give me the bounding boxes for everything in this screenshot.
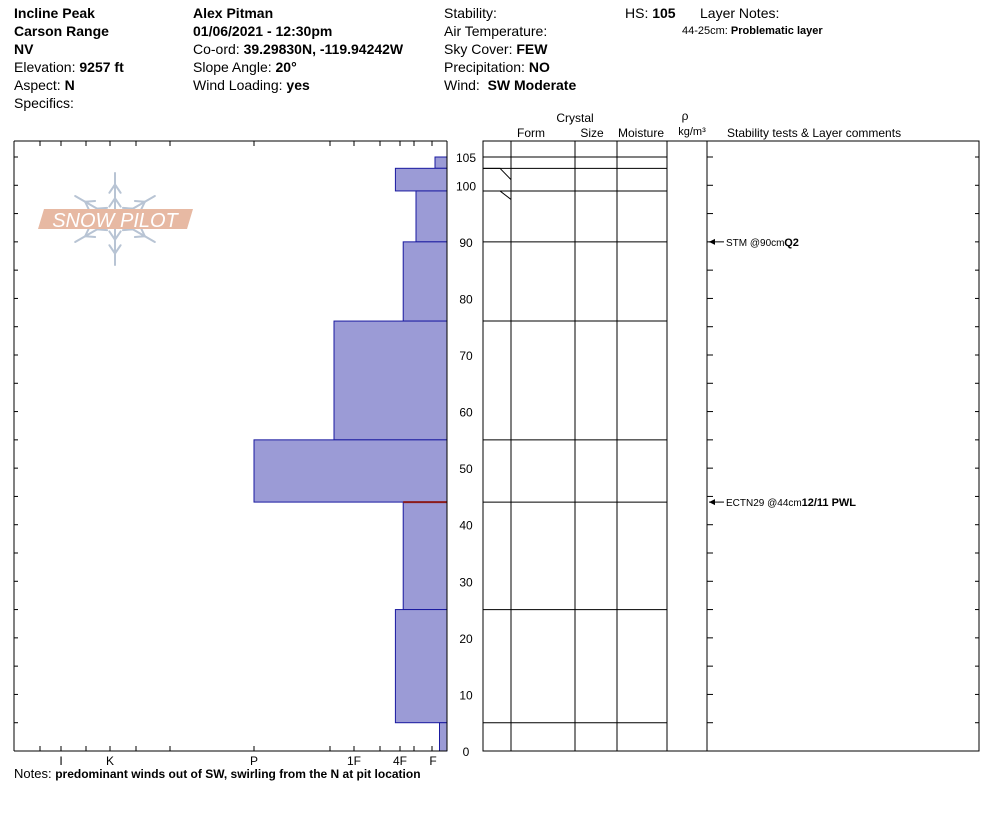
- flake-branch: [135, 236, 145, 237]
- wind-loading-value: yes: [286, 77, 310, 93]
- layer-connector: [483, 168, 511, 179]
- sky-label: Sky Cover:: [444, 41, 513, 57]
- comments-header: Stability tests & Layer comments: [727, 126, 902, 140]
- notes-label: Notes:: [14, 766, 52, 781]
- coord-label: Co-ord:: [193, 41, 240, 57]
- sky-value: FEW: [516, 41, 548, 57]
- slope-value: 20°: [275, 59, 297, 75]
- logo-text: SNOW PILOT: [52, 210, 178, 232]
- test-arrow-head: [709, 239, 715, 245]
- wind-value: SW Moderate: [487, 77, 577, 93]
- layer-bar: [254, 440, 447, 502]
- hardness-tick-label: 4F: [392, 754, 408, 768]
- layer-bar: [395, 168, 447, 191]
- wind-label: Wind:: [444, 77, 480, 93]
- elevation-value: 9257 ft: [79, 59, 124, 75]
- layer-note-text: Problematic layer: [730, 25, 823, 37]
- test-arrow-head: [709, 499, 715, 505]
- snowpilot-logo: [38, 173, 193, 265]
- slope-label: Slope Angle:: [193, 59, 272, 75]
- height-tick-label: 90: [459, 235, 473, 250]
- grid-frame: [483, 141, 979, 751]
- notes-text: predominant winds out of SW, swirling from the N at pit location: [55, 767, 421, 781]
- rho-header: ρ: [681, 109, 689, 123]
- flake-branch: [97, 208, 107, 209]
- test-label: ECTN29 @44cm: [726, 498, 802, 510]
- hardness-tick-label: 1F: [346, 754, 362, 768]
- test-result: 12/11 PWL: [801, 497, 857, 510]
- observation-datetime: 01/06/2021 - 12:30pm: [193, 23, 333, 39]
- layer-notes-label: Layer Notes:: [700, 5, 780, 21]
- air-temp-label: Air Temperature:: [444, 23, 548, 39]
- height-tick-label: 20: [459, 631, 473, 646]
- size-header: Size: [580, 126, 604, 140]
- moisture-header: Moisture: [617, 126, 665, 140]
- elevation-label: Elevation:: [14, 59, 76, 75]
- layer-bar: [395, 610, 447, 723]
- flake-branch: [135, 201, 145, 202]
- layer-bar: [334, 321, 447, 440]
- specifics-label: Specifics:: [14, 95, 74, 111]
- height-tick-label: 80: [459, 292, 473, 307]
- height-tick-label: 105: [455, 151, 477, 165]
- hardness-tick-label: K: [105, 754, 115, 768]
- height-tick-label: 40: [459, 518, 473, 533]
- layer-bar: [403, 242, 447, 321]
- height-tick-label: 10: [459, 688, 473, 703]
- precip-label: Precipitation:: [444, 59, 525, 75]
- crystal-header: Crystal: [556, 111, 594, 125]
- height-tick-label: 50: [459, 462, 473, 477]
- height-tick-label: 60: [459, 405, 473, 420]
- state-name: NV: [14, 41, 34, 57]
- hs-label: HS:: [625, 5, 649, 21]
- height-tick-label: 0: [462, 745, 470, 759]
- height-tick-label: 30: [459, 575, 473, 590]
- form-header: Form: [517, 126, 545, 140]
- aspect-value: N: [64, 77, 75, 93]
- layer-bar: [440, 723, 448, 751]
- aspect-label: Aspect:: [14, 77, 61, 93]
- layer-bar: [416, 191, 447, 242]
- height-axis: [456, 151, 476, 759]
- density-unit-header: kg/m³: [678, 126, 706, 138]
- height-tick-label: 70: [459, 349, 473, 363]
- stability-label: Stability:: [444, 5, 497, 21]
- layer-note-range: 44-25cm:: [682, 25, 728, 37]
- range-name: Carson Range: [14, 23, 109, 39]
- observer-name: Alex Pitman: [193, 5, 274, 21]
- coord-value: 39.29830N, -119.94242W: [243, 41, 404, 57]
- notes-row: [14, 766, 421, 781]
- layer-bar: [435, 157, 447, 168]
- hardness-tick-label: F: [429, 754, 437, 768]
- layer-bar: [403, 502, 447, 609]
- location-name: Incline Peak: [14, 5, 95, 21]
- crystal-grid: [483, 141, 979, 751]
- test-label: STM @90cm: [726, 237, 785, 249]
- hardness-tick-label: P: [249, 754, 259, 768]
- hardness-tick-label: I: [59, 754, 63, 768]
- test-result: Q2: [784, 236, 799, 249]
- wind-loading-label: Wind Loading:: [193, 77, 283, 93]
- layer-connector: [483, 191, 511, 199]
- height-tick-label: 100: [455, 179, 477, 194]
- flake-branch: [85, 236, 95, 237]
- hardness-layers: [254, 157, 447, 751]
- hs-value: 105: [652, 5, 676, 21]
- precip-value: NO: [528, 59, 550, 75]
- flake-branch: [85, 201, 95, 202]
- stability-tests: [709, 237, 856, 509]
- flake-branch: [123, 208, 133, 209]
